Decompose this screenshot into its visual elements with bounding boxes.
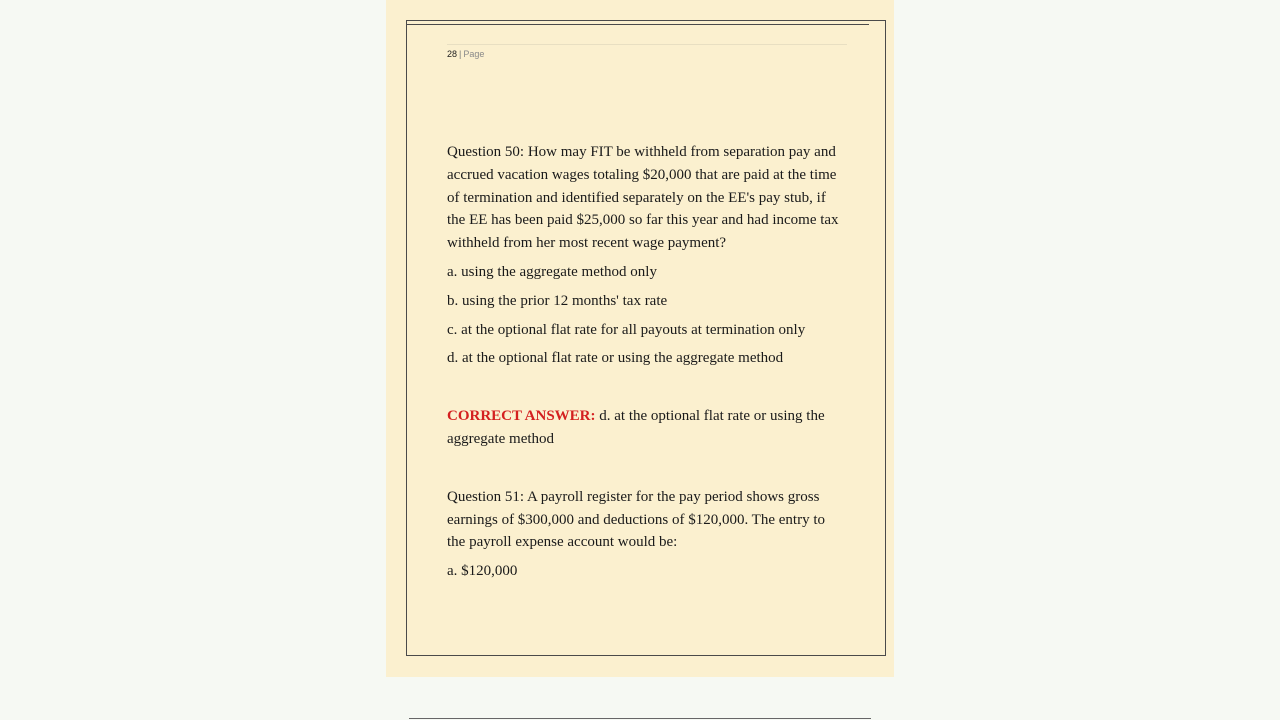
header-rule <box>447 44 847 45</box>
spacer <box>447 376 847 405</box>
page-border-top-line <box>407 24 869 25</box>
page-header <box>447 49 484 59</box>
question-50-option-c: c. at the optional flat rate for all payouts at termination only <box>447 321 806 338</box>
document-page <box>386 0 894 677</box>
spacer <box>447 451 847 486</box>
question-51-text: Question 51: A payroll register for the pay period shows gross earnings of $300,000 and deductions of $120,000. The entry to the payroll expense account would be: <box>447 488 825 551</box>
next-page-top-edge <box>409 718 871 719</box>
question-51-option-a: a. $120,000 <box>447 563 518 580</box>
question-50-option-b: b. using the prior 12 months' tax rate <box>447 292 668 309</box>
page-label: Page <box>463 49 485 59</box>
correct-answer-block <box>447 405 847 451</box>
correct-answer-label: CORRECT ANSWER: <box>447 408 596 425</box>
question-50-text: Question 50: How may FIT be withheld from separation pay and accrued vacation wages totaling $20,000 that are paid at the time of termination and identified separately on the EE's pay stub, if the EE has been paid $25,000 so far this year and had income tax withheld from her most recent wage payment? <box>447 144 839 252</box>
header-separator: | <box>459 49 462 59</box>
question-50-option-a: a. using the aggregate method only <box>447 263 657 280</box>
correct-answer-text: d. at the optional flat rate or using the aggregate method <box>447 408 825 447</box>
page-content <box>447 141 847 589</box>
page-number: 28 <box>447 49 458 59</box>
question-50-option-d: d. at the optional flat rate or using the aggregate method <box>447 350 784 367</box>
